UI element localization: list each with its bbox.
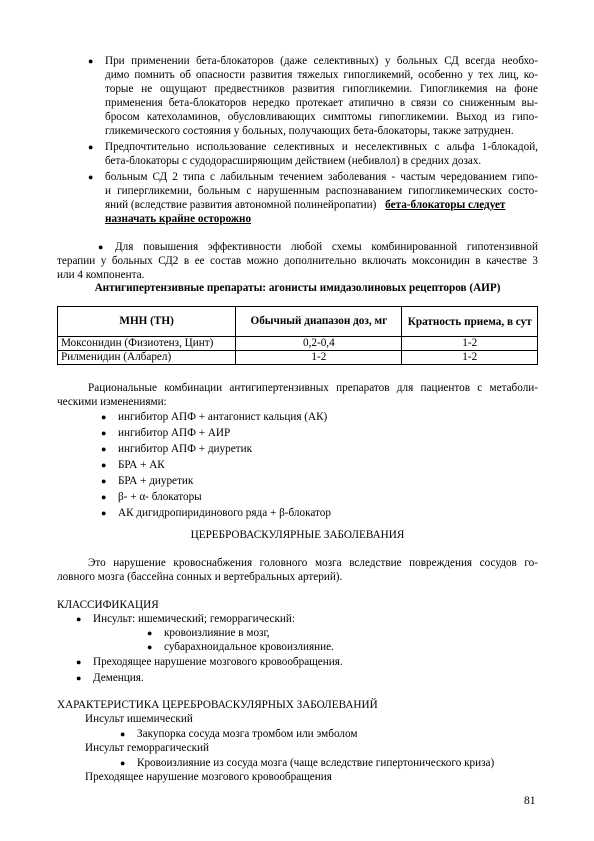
bullet-icon: ● xyxy=(101,460,107,470)
table-cell: 1-2 xyxy=(236,351,402,365)
text-line: Для повышения эффективности любой схемы комбинированной гипотензивной xyxy=(115,241,538,253)
table-header-cell: Обычный диапазон доз, мг xyxy=(236,307,402,337)
table-cell: 1-2 xyxy=(402,337,538,351)
emphasis-text: назначать крайне осторожно xyxy=(105,213,252,225)
bullet-icon: ● xyxy=(120,758,126,768)
bullet-icon: ● xyxy=(88,142,94,152)
list-item: Кровоизлияние из сосуда мозга (чаще вследствие гипертонического криза) xyxy=(137,757,495,769)
text-line: больным СД 2 типа с лабильным течением заболевания - частым чередованием гипо- xyxy=(105,171,538,183)
table-header-row xyxy=(58,307,538,337)
text-line: ловного мозга (бассейна сонных и вертебральных артерий). xyxy=(57,571,343,583)
list-item: БРА + диуретик xyxy=(118,475,194,487)
subheading: Преходящее нарушение мозгового кровообращения xyxy=(85,771,332,783)
list-item: ингибитор АПФ + диуретик xyxy=(118,443,252,455)
bullet-icon: ● xyxy=(101,476,107,486)
text-line: Предпочтительно использование селективных и неселективных с альфа 1-блокадой, xyxy=(105,141,538,153)
table-cell: 1-2 xyxy=(402,351,538,365)
text-fragment: яний (вследствие развития автономной полинейропатии) xyxy=(105,199,377,211)
list-item: ингибитор АПФ + АИР xyxy=(118,427,231,439)
list-item: субарахноидальное кровоизлияние. xyxy=(164,641,334,653)
text-line: Рациональные комбинации антигипертензивных препаратов для пациентов с метаболи- xyxy=(88,382,538,394)
bullet-icon: ● xyxy=(147,628,153,638)
bullet-icon: ● xyxy=(98,242,104,252)
text-line: или 4 компонента. xyxy=(57,269,145,281)
list-item: БРА + АК xyxy=(118,459,165,471)
bullet-icon: ● xyxy=(76,673,82,683)
list-item: Преходящее нарушение мозгового кровообращения. xyxy=(93,656,343,668)
section-heading: ХАРАКТЕРИСТИКА ЦЕРЕБРОВАСКУЛЯРНЫХ ЗАБОЛЕВАНИЙ xyxy=(57,699,378,711)
text-line: При применении бета-блокаторов (даже селективных) у больных СД всегда необхо- xyxy=(105,55,538,67)
bullet-icon: ● xyxy=(88,56,94,66)
text-line: гликемического состояния у больных, получающих бета-блокаторы, также затруднен. xyxy=(105,125,514,137)
text-line: терапии у больных СД2 в ее состав можно дополнительно включать моксонидин в качестве 3 xyxy=(57,255,538,267)
emphasis-text: бета-блокаторы следует xyxy=(385,199,506,211)
text-line: торые не ощущают предвестников развития гипогликемии. Гипогликемия на фоне xyxy=(105,83,538,95)
table-cell: Моксонидин (Физиотенз, Цинт) xyxy=(58,337,236,351)
bullet-icon: ● xyxy=(101,412,107,422)
page-number: 81 xyxy=(524,795,536,807)
bullet-icon: ● xyxy=(101,444,107,454)
table-cell: 0,2-0,4 xyxy=(236,337,402,351)
list-item: ингибитор АПФ + антагонист кальция (АК) xyxy=(118,411,328,423)
table-row xyxy=(58,337,538,351)
text-line: бросом катехоламинов, обусловливающих симптомы гипогликемии. Выход из гипо- xyxy=(105,111,538,123)
text-line: ческими изменениями: xyxy=(57,396,167,408)
list-item: β- + α- блокаторы xyxy=(118,491,202,503)
bullet-icon: ● xyxy=(101,492,107,502)
table-cell: Рилменидин (Албарел) xyxy=(58,351,236,365)
bullet-icon: ● xyxy=(101,508,107,518)
list-item: Деменция. xyxy=(93,672,144,684)
section-heading: КЛАССИФИКАЦИЯ xyxy=(57,599,159,611)
bullet-icon: ● xyxy=(120,729,126,739)
bullet-icon: ● xyxy=(76,657,82,667)
drug-table xyxy=(57,306,538,365)
section-heading: ЦЕРЕБРОВАСКУЛЯРНЫЕ ЗАБОЛЕВАНИЯ xyxy=(190,529,405,541)
list-item: Инсульт: ишемический; геморрагический: xyxy=(93,613,295,625)
text-line xyxy=(105,198,505,212)
table-header-cell: МНН (ТН) xyxy=(58,307,236,337)
list-item: кровоизлияние в мозг, xyxy=(164,627,270,639)
text-line: применения бета-блокаторов нередко протекает атипично в связи со сниженным вы- xyxy=(105,97,538,109)
bullet-icon: ● xyxy=(101,428,107,438)
list-item: АК дигидропиридинового ряда + β-блокатор xyxy=(118,507,331,519)
table-row xyxy=(58,351,538,365)
text-line: и гипергликемии, больным с нарушенным распознаванием гипогликемических состо- xyxy=(105,185,538,197)
bullet-icon: ● xyxy=(88,172,94,182)
text-line: Это нарушение кровоснабжения головного мозга вследствие повреждения сосудов го- xyxy=(88,557,538,569)
table-caption: Антигипертензивные препараты: агонисты имидазолиновых рецепторов (АИР) xyxy=(94,282,501,294)
text-line: бета-блокаторы с судодорасширяющим действием (небивлол) в средних дозах. xyxy=(105,155,482,167)
bullet-icon: ● xyxy=(147,642,153,652)
subheading: Инсульт ишемический xyxy=(85,713,193,725)
list-item: Закупорка сосуда мозга тромбом или эмболом xyxy=(137,728,358,740)
table-header-cell: Кратность приема, в сут xyxy=(402,307,538,337)
bullet-icon: ● xyxy=(76,614,82,624)
text-line: димо помнить об опасности развития тяжелых гипогликемий, особенно у тех лиц, ко- xyxy=(105,69,538,81)
subheading: Инсульт геморрагический xyxy=(85,742,209,754)
